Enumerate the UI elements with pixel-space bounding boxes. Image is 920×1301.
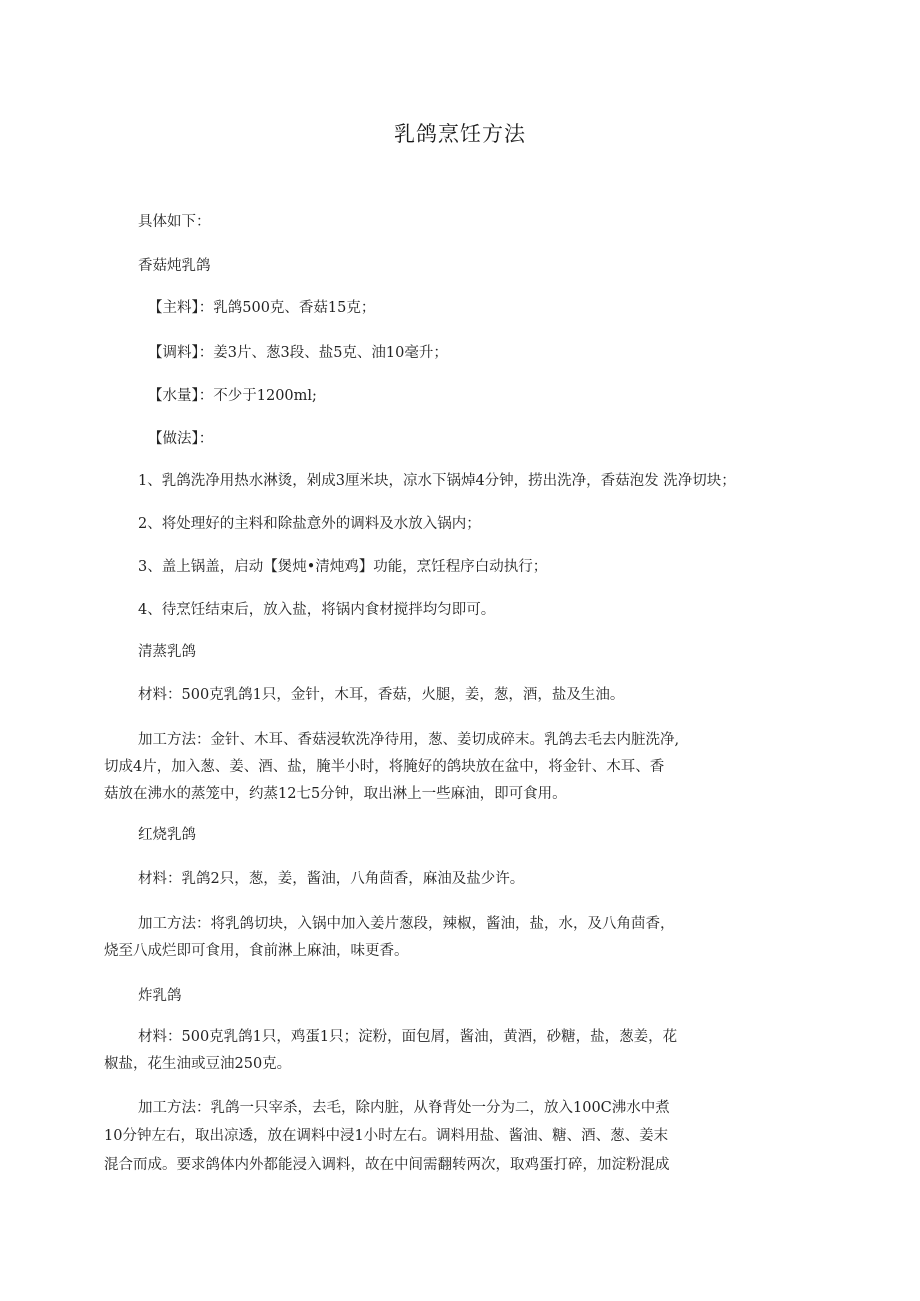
recipe3-name: 红烧乳鸽 xyxy=(138,827,196,843)
recipe1-step: 1、乳鸽洗净用热水淋烫，剁成3厘米块，凉水下锅焯4分钟，捞出洗净，香菇泡发 洗净切块； xyxy=(138,473,736,489)
recipe4-materials-line: 材料：500克乳鸽1只，鸡蛋1只；淀粉，面包屑，酱油，黄酒，砂糖，盐，葱姜，花 xyxy=(138,1029,678,1045)
recipe3-method-line: 加工方法：将乳鸽切块，入锅中加入姜片葱段，辣椒，酱油，盐，水，及八角茴香， xyxy=(138,916,675,932)
recipe1-seasoning: 【调料】：姜3片、葱3段、盐5克、油10毫升； xyxy=(148,345,448,361)
recipe1-main-ingredients: 【主料】：乳鸽500克、香菇15克； xyxy=(148,300,376,316)
recipe4-method-line: 加工方法：乳鸽一只宰杀，去毛，除内脏，从脊背处一分为二，放入100C沸水中煮 xyxy=(138,1100,670,1116)
recipe2-method-line: 菇放在沸水的蒸笼中，约蒸12七5分钟，取出淋上一些麻油，即可食用。 xyxy=(104,786,567,802)
recipe2-method-line: 加工方法：金针、木耳、香菇浸软洗净待用，葱、姜切成碎末。乳鸽去毛去内脏洗净, xyxy=(138,732,680,748)
recipe2-method-line: 切成4片，加入葱、姜、酒、盐，腌半小时，将腌好的鸽块放在盆中，将金针、木耳、香 xyxy=(104,759,665,775)
recipe1-step: 4、待烹饪结束后，放入盐，将锅内食材搅拌均匀即可。 xyxy=(138,602,496,618)
recipe2-name: 清蒸乳鸽 xyxy=(138,644,196,660)
recipe4-name: 炸乳鸽 xyxy=(138,988,182,1004)
recipe3-method-line: 烧至八成烂即可食用，食前淋上麻油，味更香。 xyxy=(104,943,409,959)
recipe1-method-heading: 【做法】： xyxy=(148,431,214,447)
recipe3-materials: 材料：乳鸽2只，葱，姜，酱油，八角茴香，麻油及盐少许。 xyxy=(138,871,525,887)
recipe4-method-line: 10分钟左右，取出凉透，放在调料中浸1小时左右。调料用盐、酱油、糖、酒、葱、姜末 xyxy=(104,1128,669,1144)
recipe1-step: 2、将处理好的主料和除盐意外的调料及水放入锅内； xyxy=(138,516,481,532)
recipe4-materials-line: 椒盐，花生油或豆油250克。 xyxy=(104,1056,292,1072)
recipe1-water: 【水量】：不少于1200ml; xyxy=(148,388,317,404)
recipe4-method-line: 混合而成。要求鸽体内外都能浸入调料，故在中间需翻转两次，取鸡蛋打碎，加淀粉混成 xyxy=(104,1157,670,1173)
recipe1-step: 3、盖上锅盖，启动【煲炖•清炖鸡】功能，烹饪程序白动执行； xyxy=(138,559,548,575)
document-title: 乳鸽烹饪方法 xyxy=(394,122,526,146)
intro-text: 具体如下： xyxy=(138,214,211,230)
recipe1-name: 香菇炖乳鸽 xyxy=(138,258,211,274)
recipe2-materials: 材料：500克乳鸽1只，金针，木耳，香菇，火腿，姜，葱，酒，盐及生油。 xyxy=(138,687,625,703)
